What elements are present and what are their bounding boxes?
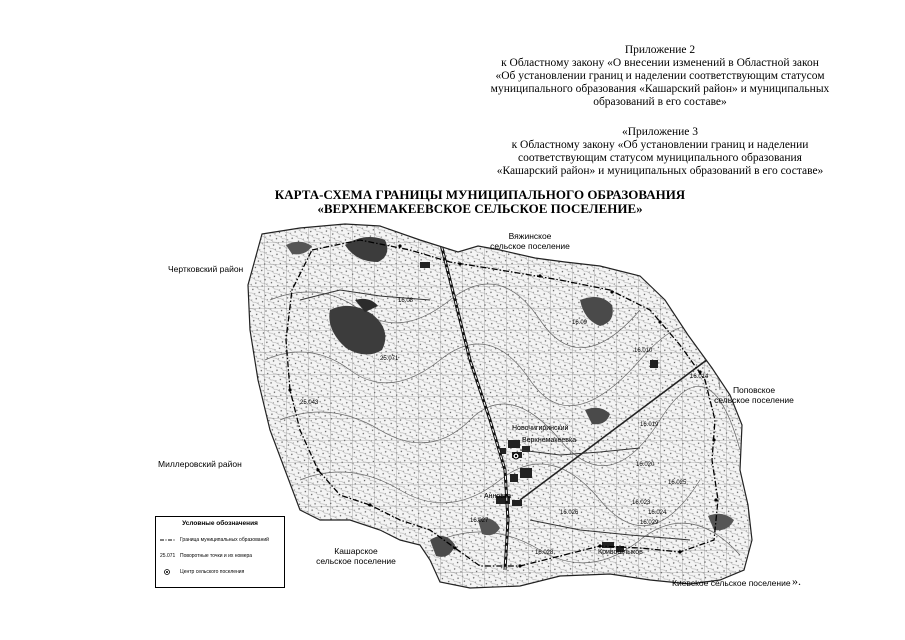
point-code-label: 16.029 bbox=[640, 520, 659, 526]
map-title-line: «ВЕРХНЕМАКЕЕВСКОЕ СЕЛЬСКОЕ ПОСЕЛЕНИЕ» bbox=[317, 201, 643, 216]
point-code-label: 16.025 bbox=[668, 480, 687, 486]
admin-center-icon bbox=[160, 567, 176, 577]
appendix-3-line: «Кашарский район» и муниципальных образований в его составе» bbox=[496, 165, 824, 177]
point-code-label: 16.08 bbox=[398, 298, 414, 304]
appendix-2-line: муниципального образования «Кашарский район» и муниципальных bbox=[490, 83, 830, 95]
appendix-3-heading: «Приложение 3 bbox=[621, 126, 699, 138]
point-code-label: 25.043 bbox=[300, 400, 319, 406]
boundary-line-icon bbox=[160, 535, 176, 545]
point-code-label: 16.014 bbox=[690, 374, 709, 380]
legend bbox=[155, 516, 285, 588]
legend-item-turning-point bbox=[160, 551, 282, 561]
legend-item-admin-center bbox=[160, 567, 282, 577]
appendix-3-line: к Областному закону «Об установлении границ и наделении bbox=[511, 139, 809, 151]
point-code-label: 25.071 bbox=[380, 356, 399, 362]
appendix-2-heading: Приложение 2 bbox=[624, 44, 696, 56]
neighbor-label-chertkovsky: Чертковский район bbox=[168, 264, 244, 274]
legend-label: Поворотные точки и их номера bbox=[180, 553, 253, 559]
closing-quote-mark: ». bbox=[792, 574, 801, 588]
legend-label: Граница муниципальных образований bbox=[180, 537, 269, 543]
neighbor-name: Вяжинское bbox=[508, 231, 552, 241]
neighbor-type: сельское поселение bbox=[714, 395, 794, 405]
neighbor-type: сельское поселение bbox=[316, 556, 396, 566]
neighbor-label-vyazhinskoe bbox=[480, 231, 580, 251]
admin-center-dot bbox=[515, 455, 517, 457]
settlement-label: Верхнемакеевка bbox=[522, 437, 577, 444]
appendix-2-line: «Об установлении границ и наделении соответствующим статусом bbox=[495, 70, 825, 82]
point-code-label: 16.09 bbox=[572, 320, 588, 326]
neighbor-label-popovskoe bbox=[704, 385, 804, 405]
point-code-label: 16.026 bbox=[560, 510, 579, 516]
legend-title: Условные обозначения bbox=[182, 520, 258, 527]
map-texture bbox=[240, 220, 760, 600]
appendix-2-line: к Областному закону «О внесении изменений в Областной закон bbox=[501, 57, 819, 69]
neighbor-name: Кашарское bbox=[334, 546, 378, 556]
appendix-2-line: образований в его составе» bbox=[593, 96, 727, 108]
point-code-label: 16.023 bbox=[632, 500, 651, 506]
point-code-label: 16.019 bbox=[640, 422, 659, 428]
point-code-label: 16.027 bbox=[470, 518, 489, 524]
neighbor-label-kievskoe: Киевское сельское поселение bbox=[672, 578, 791, 588]
settlement-label: Анновка bbox=[484, 493, 512, 500]
point-code-label: 16.024 bbox=[648, 510, 667, 516]
neighbor-label-kasharskoe bbox=[306, 546, 406, 566]
legend-item-boundary bbox=[160, 535, 282, 545]
appendix-3-line: соответствующим статусом муниципального образования bbox=[518, 152, 802, 164]
settlement-label: Новочигиринский bbox=[512, 425, 569, 432]
neighbor-label-millerovsky: Миллеровский район bbox=[158, 459, 242, 469]
neighbor-type: сельское поселение bbox=[490, 241, 570, 251]
point-code-label: 16.028 bbox=[535, 550, 554, 556]
neighbor-name: Поповское bbox=[732, 385, 776, 395]
turning-point-code: 25.071 bbox=[160, 553, 176, 559]
point-code-label: 16.020 bbox=[636, 462, 655, 468]
settlement-label: Кривошлыков bbox=[598, 549, 643, 556]
legend-label: Центр сельского поселения bbox=[180, 569, 245, 575]
map-title-line: КАРТА-СХЕМА ГРАНИЦЫ МУНИЦИПАЛЬНОГО ОБРАЗОВАНИЯ bbox=[274, 187, 686, 202]
point-code-label: 16.010 bbox=[634, 348, 653, 354]
